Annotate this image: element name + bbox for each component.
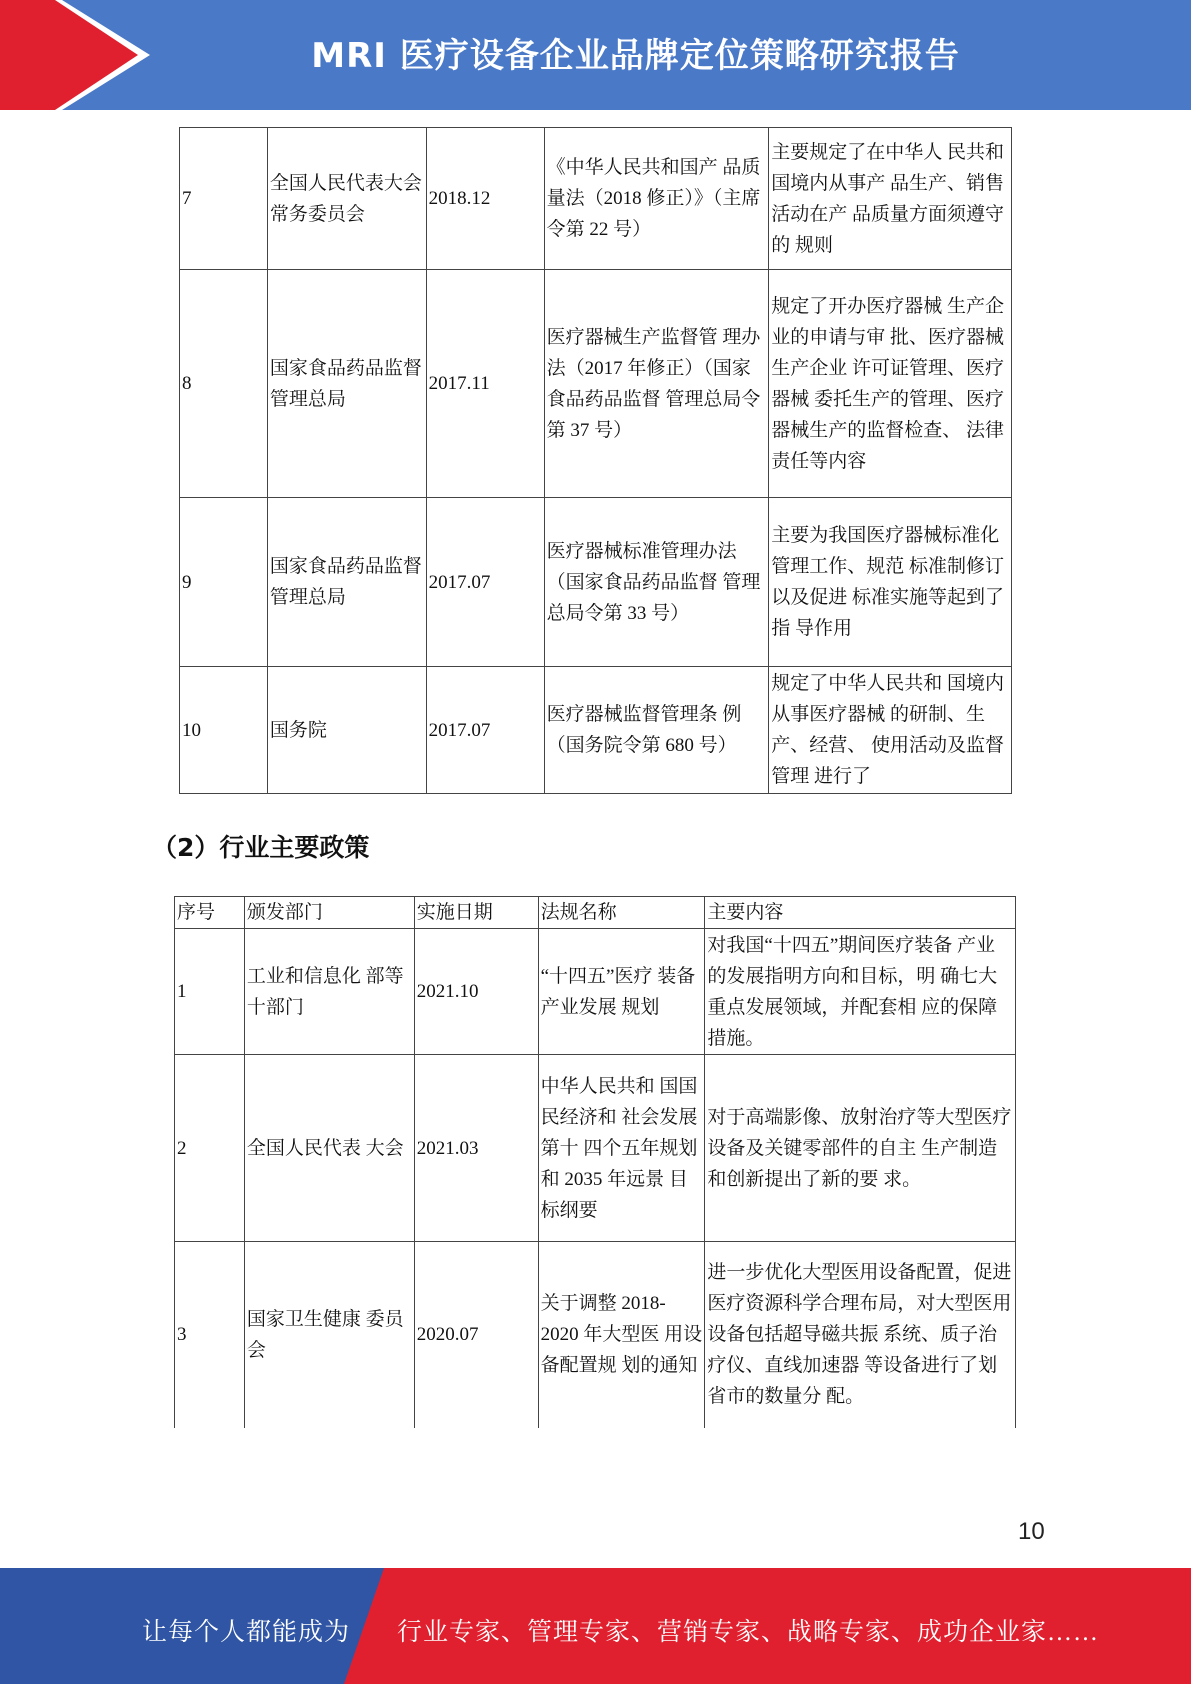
page-number: 10 [1018,1518,1045,1545]
row-number: 2 [175,1055,245,1242]
regulations-table-continued [179,127,1012,794]
issuing-department: 国家卫生健康 委员会 [244,1242,414,1428]
row-number: 8 [180,270,268,498]
effective-date: 2021.10 [414,929,538,1055]
row-number: 3 [175,1242,245,1428]
regulation-name: 中华人民共和 国国民经济和 社会发展第十 四个五年规划 和 2035 年远景 目标纲要 [538,1055,705,1242]
issuing-department: 国务院 [267,667,426,794]
effective-date: 2017.07 [426,667,544,794]
effective-date: 2021.03 [414,1055,538,1242]
header-date: 实施日期 [414,897,538,929]
effective-date: 2018.12 [426,128,544,270]
section-heading: （2）行业主要政策 [152,833,370,862]
main-content: 进一步优化大型医用设备配置，促进医疗资源科学合理布局，对大型医用设备包括超导磁共振 系统、质子治疗仪、直线加速器 等设备进行了划省市的数量分 配。 [705,1242,1016,1428]
header-name: 法规名称 [538,897,705,929]
row-number: 10 [180,667,268,794]
report-title: MRI 医疗设备企业品牌定位策略研究报告 [311,35,960,76]
effective-date: 2020.07 [414,1242,538,1428]
table-header-row [175,897,1016,929]
table-row [180,667,1012,794]
main-content: 规定了中华人民共和 国境内从事医疗器械 的研制、生产、经营、 使用活动及监督管理 进行了 [769,667,1012,794]
header-dept: 颁发部门 [244,897,414,929]
regulation-name: 医疗器械生产监督管 理办法（2017 年修正）（国家食品药品监督 管理总局令第 37 号） [544,270,769,498]
row-number: 9 [180,498,268,667]
table-row [175,1055,1016,1242]
table-row [175,1242,1016,1428]
regulation-name: 医疗器械监督管理条 例（国务院令第 680 号） [544,667,769,794]
industry-policies-table [174,896,1016,1428]
table-row [180,498,1012,667]
main-content: 对我国“十四五”期间医疗装备 产业的发展指明方向和目标，明 确七大重点发展领域，并配套相 应的保障措施。 [705,929,1016,1055]
table-row [180,128,1012,270]
footer-slogan-right: 行业专家、管理专家、营销专家、战略专家、成功企业家…… [397,1619,1100,1646]
main-content: 主要规定了在中华人 民共和国境内从事产 品生产、销售活动在产 品质量方面须遵守的 规则 [769,128,1012,270]
issuing-department: 国家食品药品监督管理总局 [267,498,426,667]
row-number: 1 [175,929,245,1055]
effective-date: 2017.11 [426,270,544,498]
header-no: 序号 [175,897,245,929]
main-content: 主要为我国医疗器械标准化管理工作、规范 标准制修订以及促进 标准实施等起到了指 导作用 [769,498,1012,667]
header-content: 主要内容 [705,897,1016,929]
footer-slogan-left: 让每个人都能成为 [142,1619,351,1646]
regulation-name: 关于调整 2018-2020 年大型医 用设备配置规 划的通知 [538,1242,705,1428]
regulation-name: 医疗器械标准管理办法（国家食品药品监督 管理总局令第 33 号） [544,498,769,667]
issuing-department: 国家食品药品监督管理总局 [267,270,426,498]
issuing-department: 全国人民代表 大会 [244,1055,414,1242]
issuing-department: 全国人民代表大会常务委员会 [267,128,426,270]
table-row [180,270,1012,498]
table-row [175,929,1016,1055]
main-content: 规定了开办医疗器械 生产企业的申请与审 批、医疗器械生产企业 许可证管理、医疗器械 委托生产的管理、医疗 器械生产的监督检查、 法律责任等内容 [769,270,1012,498]
regulation-name: 《中华人民共和国产 品质量法（2018 修正）》（主席令第 22 号） [544,128,769,270]
regulation-name: “十四五”医疗 装备产业发展 规划 [538,929,705,1055]
issuing-department: 工业和信息化 部等十部门 [244,929,414,1055]
effective-date: 2017.07 [426,498,544,667]
main-content: 对于高端影像、放射治疗等大型医疗设备及关键零部件的自主 生产制造和创新提出了新的要 求。 [705,1055,1016,1242]
row-number: 7 [180,128,268,270]
